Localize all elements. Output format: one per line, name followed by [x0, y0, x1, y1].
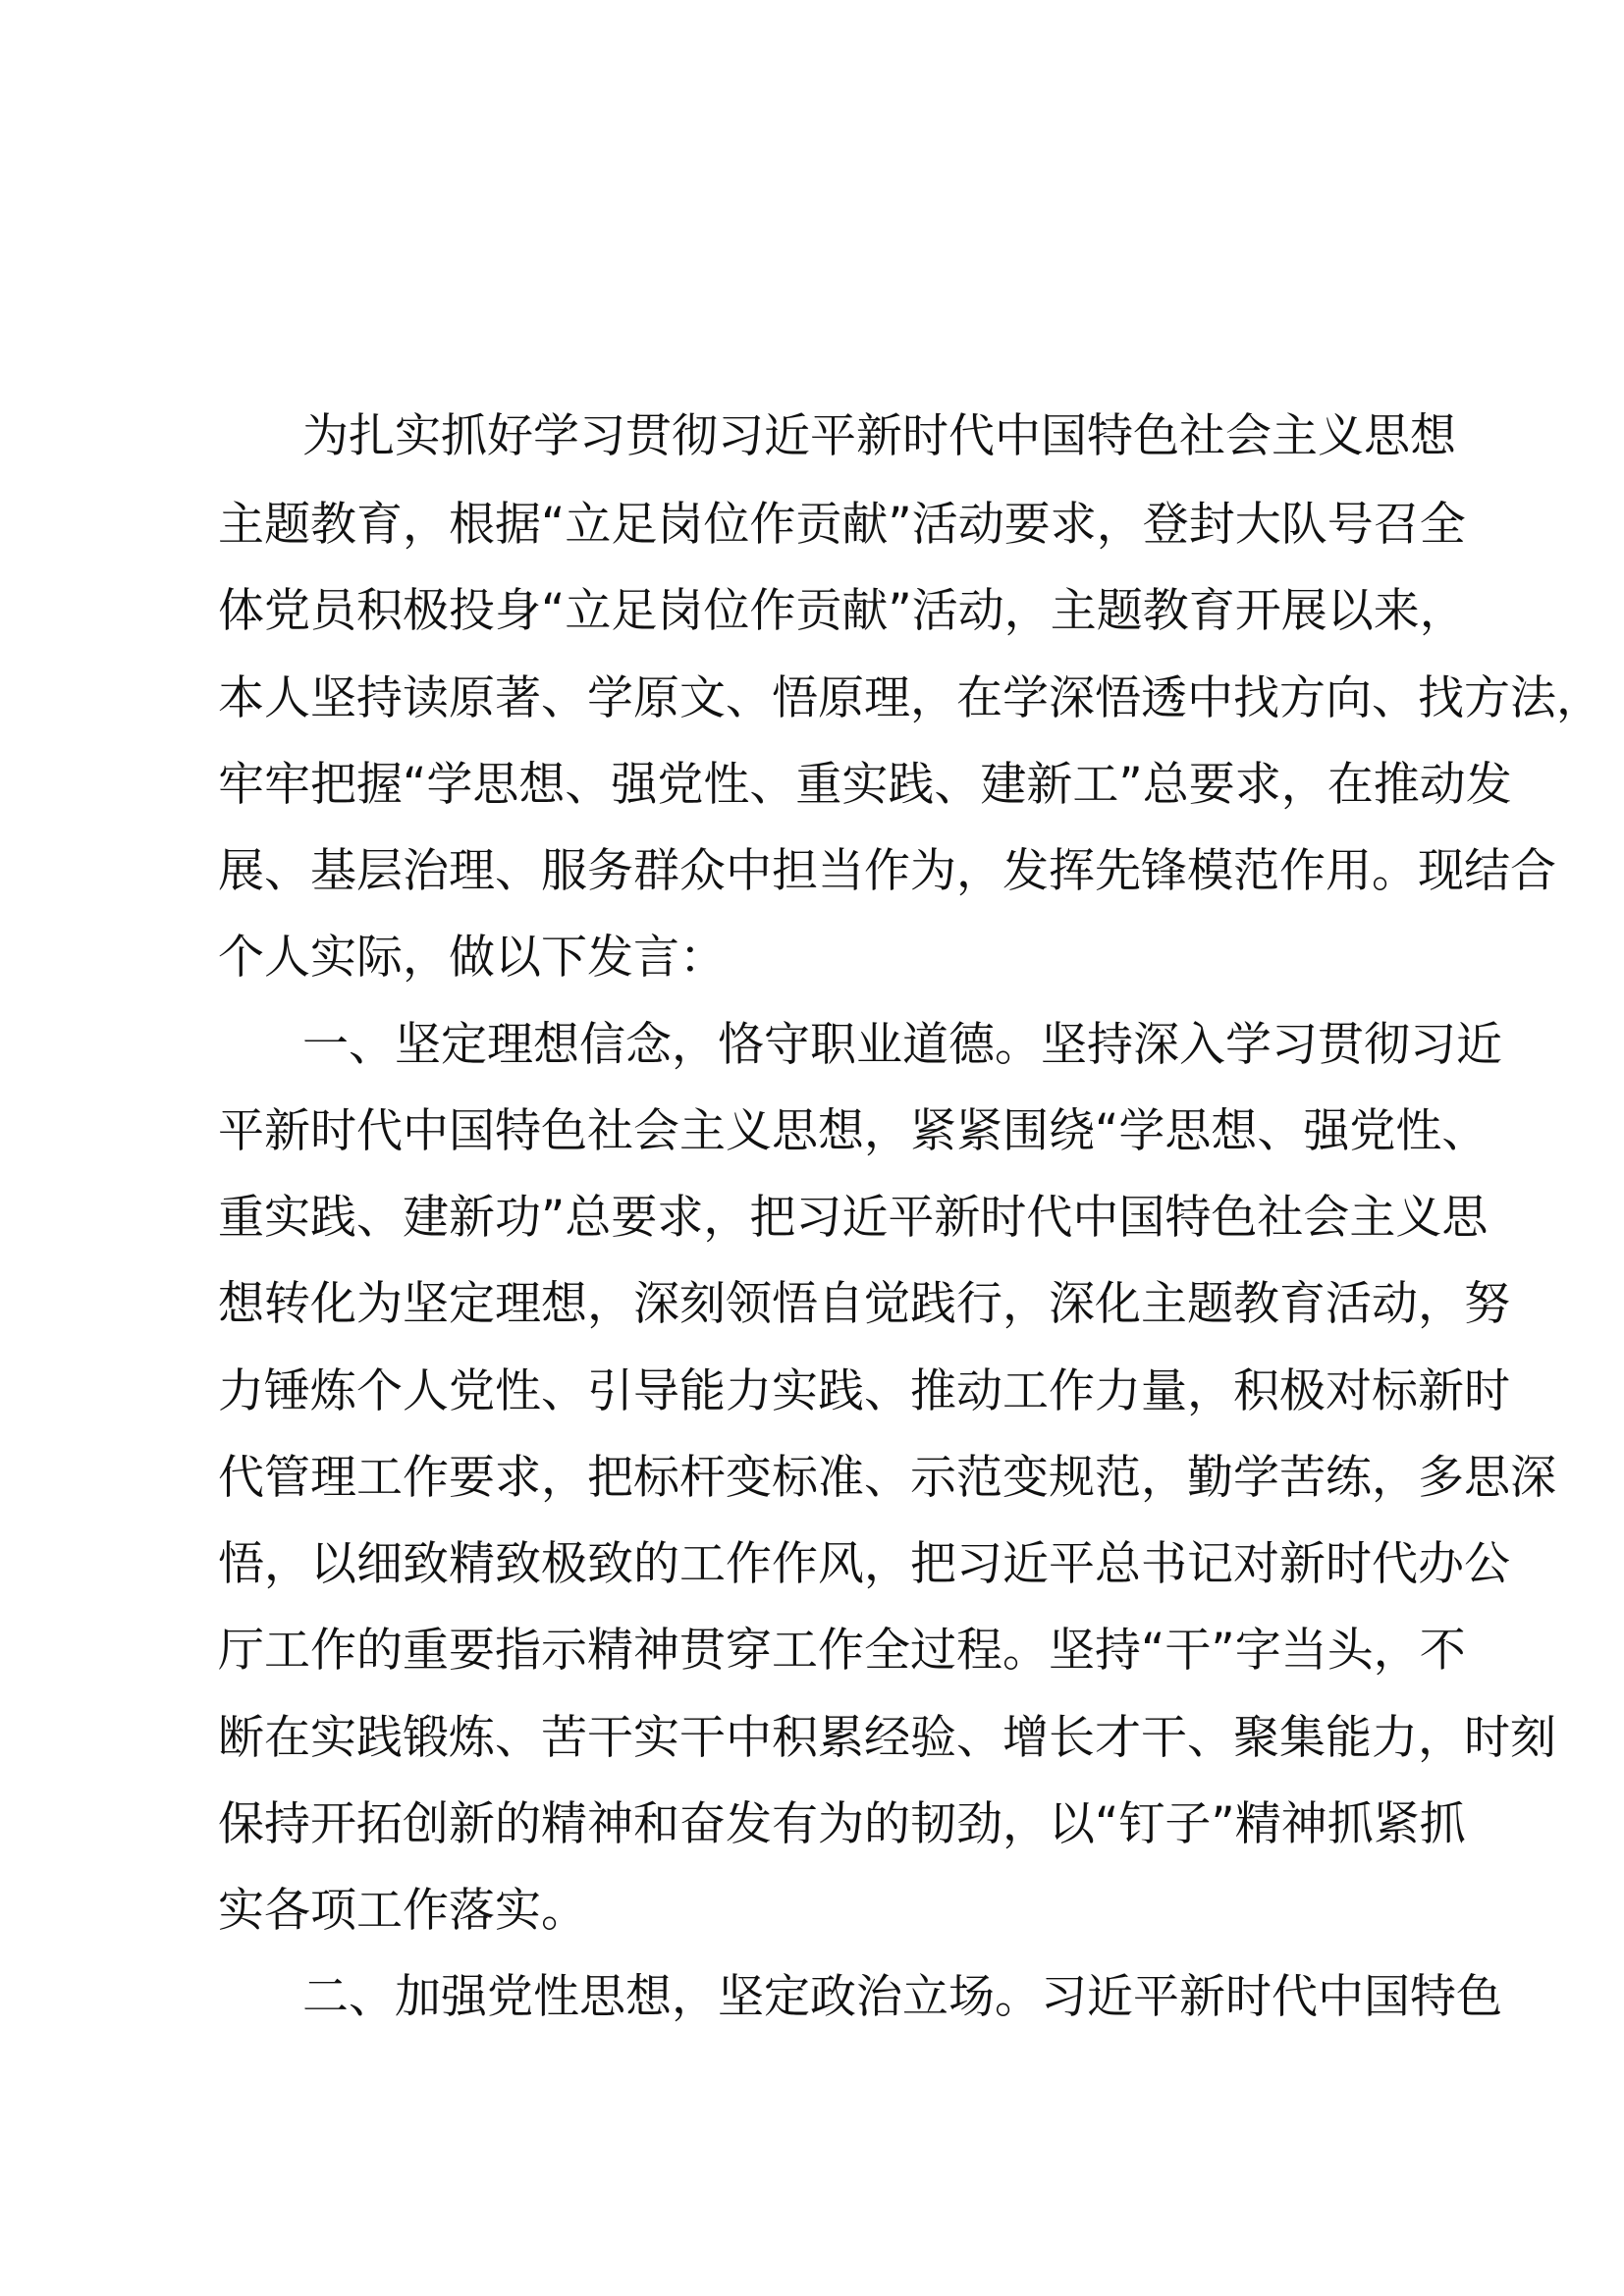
text-line-11: 想转化为坚定理想，深刻领悟自觉践行，深化主题教育活动，努 [218, 1277, 1510, 1331]
text-line-2: 主题教育，根据“立足岗位作贡献”活动要求，登封大队号召全 [218, 498, 1466, 552]
text-line-1: 为扎实抓好学习贯彻习近平新时代中国特色社会主义思想 [302, 409, 1456, 463]
text-line-15: 厅工作的重要指示精神贯穿工作全过程。坚持“干”字当头，不 [218, 1624, 1466, 1678]
text-line-17: 保持开拓创新的精神和奋发有为的韧劲，以“钉子”精神抓紧抓 [218, 1797, 1466, 1851]
text-line-5: 牢牢把握“学思想、强党性、重实践、建新工”总要求，在推动发 [218, 758, 1512, 812]
text-line-7: 个人实际，做以下发言： [218, 931, 726, 985]
text-line-13: 代管理工作要求，把标杆变标准、示范变规范，勤学苦练，多思深 [218, 1451, 1556, 1505]
text-line-4: 本人坚持读原著、学原文、悟原理，在学深悟透中找方向、找方法， [218, 671, 1602, 725]
text-line-16: 断在实践锻炼、苦干实干中积累经验、增长才干、聚集能力，时刻 [218, 1711, 1556, 1765]
text-line-6: 展、基层治理、服务群众中担当作为，发挥先锋模范作用。现结合 [218, 844, 1556, 898]
text-line-14: 悟，以细致精致极致的工作作风，把习近平总书记对新时代办公 [218, 1537, 1510, 1591]
text-line-8: 一、坚定理想信念，恪守职业道德。坚持深入学习贯彻习近 [302, 1018, 1502, 1072]
text-line-19: 二、加强党性思想，坚定政治立场。习近平新时代中国特色 [302, 1970, 1502, 2024]
text-line-9: 平新时代中国特色社会主义思想，紧紧围绕“学思想、强党性、 [218, 1104, 1489, 1158]
text-line-10: 重实践、建新功”总要求，把习近平新时代中国特色社会主义思 [218, 1191, 1489, 1245]
text-line-18: 实各项工作落实。 [218, 1884, 587, 1938]
text-line-3: 体党员积极投身“立足岗位作贡献”活动，主题教育开展以来， [218, 584, 1466, 638]
text-line-12: 力锤炼个人党性、引导能力实践、推动工作力量，积极对标新时 [218, 1364, 1510, 1418]
